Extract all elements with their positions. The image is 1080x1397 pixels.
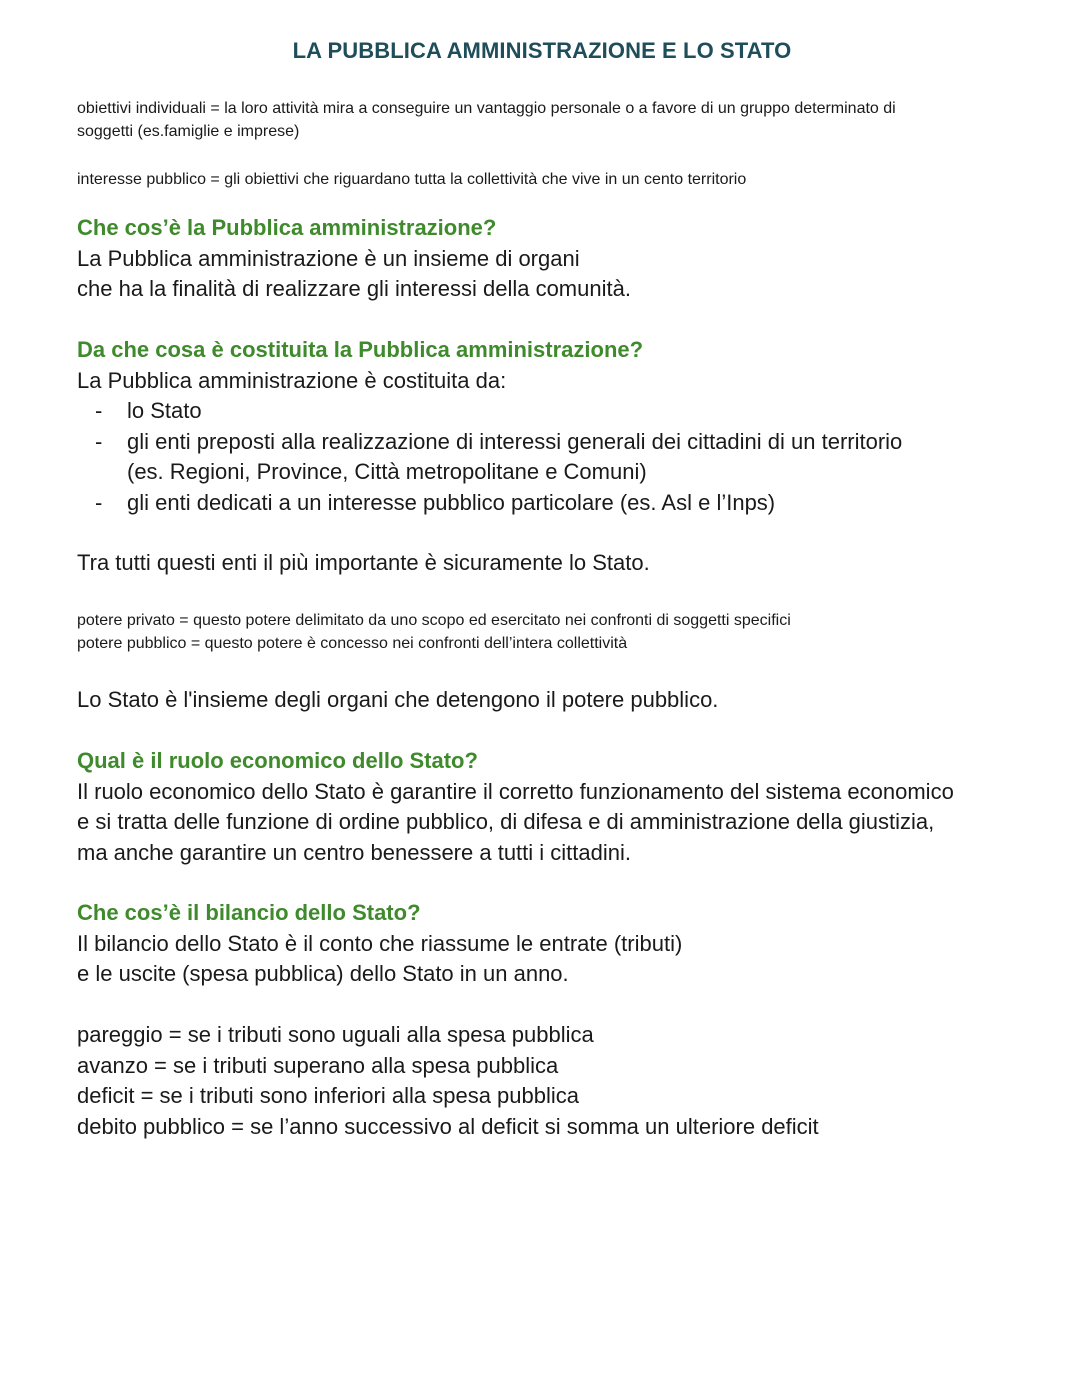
intro-line: interesse pubblico = gli obiettivi che riguardano tutta la collettività che vive in un cento territorio [77,171,747,188]
list-item [77,427,1007,488]
section-economic-role [77,746,1007,868]
state-definition: Lo Stato è l'insieme degli organi che detengono il potere pubblico. [77,687,719,712]
section-pa-composition [77,335,1007,518]
list-item-text: lo Stato [127,398,202,423]
section-what-is-pa [77,213,1007,305]
section-heading: Da che cosa è costituita la Pubblica amministrazione? [77,337,644,362]
conclusion-line: Tra tutti questi enti il più importante è sicuramente lo Stato. [77,550,650,575]
section-heading: Che cos’è la Pubblica amministrazione? [77,215,497,240]
list-item-text: (es. Regioni, Province, Città metropolitane e Comuni) [127,459,647,484]
budget-term: debito pubblico = se l’anno successivo al deficit si somma un ulteriore deficit [77,1113,819,1139]
composition-list [77,396,1007,518]
list-item-text: gli enti preposti alla realizzazione di interessi generali dei cittadini di un territorio [127,428,903,454]
paragraph-line: e si tratta delle funzione di ordine pubblico, di difesa e di amministrazione della giustizia, [77,809,935,834]
paragraph-line: Il ruolo economico dello Stato è garantire il corretto funzionamento del sistema economico [77,778,954,804]
power-definition: potere privato = questo potere delimitato da uno scopo ed esercitato nei confronti di soggetti specifici [77,612,791,629]
paragraph-line: ma anche garantire un centro benessere a tutti i cittadini. [77,839,631,865]
paragraph-line: Il bilancio dello Stato è il conto che riassume le entrate (tributi) [77,930,683,956]
intro-line: obiettivi individuali = la loro attività mira a conseguire un vantaggio personale o a favore di un gruppo determinato di [77,100,896,117]
section-heading: Qual è il ruolo economico dello Stato? [77,748,478,773]
paragraph-line: e le uscite (spesa pubblica) dello Stato in un anno. [77,961,569,986]
dash-bullet: - [95,428,103,454]
list-item [77,488,1007,519]
budget-terms [77,1020,1007,1142]
list-item-text: gli enti dedicati a un interesse pubblico particolare (es. Asl e l’Inps) [127,489,776,515]
paragraph-line: La Pubblica amministrazione è un insieme di organi [77,245,580,271]
intro-block [77,97,1007,143]
budget-term: avanzo = se i tributi superano alla spesa pubblica [77,1052,559,1078]
paragraph-line: La Pubblica amministrazione è costituita da: [77,367,507,393]
page-title: LA PUBBLICA AMMINISTRAZIONE E LO STATO [292,38,792,63]
paragraph-line: che ha la finalità di realizzare gli interessi della comunità. [77,276,631,301]
intro-line: soggetti (es.famiglie e imprese) [77,123,300,140]
dash-bullet: - [95,489,103,515]
public-interest-definition [77,168,1007,191]
section-heading: Che cos’è il bilancio dello Stato? [77,900,421,925]
dash-bullet: - [95,398,103,423]
power-definition: potere pubblico = questo potere è concesso nei confronti dell’intera collettività [77,635,628,652]
budget-term: deficit = se i tributi sono inferiori alla spesa pubblica [77,1083,579,1108]
powers-block [77,609,1007,655]
list-item [77,396,1007,427]
budget-term: pareggio = se i tributi sono uguali alla spesa pubblica [77,1022,594,1047]
section-state-budget [77,898,1007,990]
